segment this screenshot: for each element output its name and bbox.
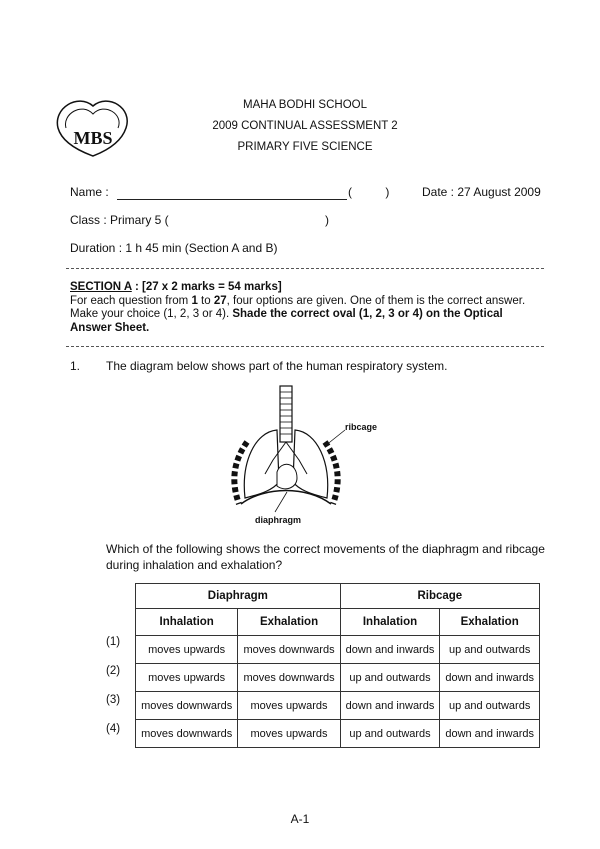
class-close: ) xyxy=(325,213,329,227)
header-ribcage: Ribcage xyxy=(340,584,539,609)
section-marks: : [27 x 2 marks = 54 marks] xyxy=(131,281,282,293)
page-number: A-1 xyxy=(290,812,310,826)
school-logo xyxy=(48,88,138,158)
table-cell: moves downwards xyxy=(136,720,238,748)
instr-bold-3: Shade the correct oval (1, 2, 3 or 4) on the Optical Answer Sheet. xyxy=(70,308,503,334)
table-cell: moves downwards xyxy=(238,636,340,664)
question-follow-up: Which of the following shows the correct movements of the diaphragm and ribcage during inhalation and exhalation? xyxy=(106,542,545,572)
logo-text: MBS xyxy=(73,128,113,148)
table-cell: moves upwards xyxy=(238,720,340,748)
options-table xyxy=(135,583,540,748)
table-cell: down and inwards xyxy=(440,720,540,748)
header-diaphragm: Diaphragm xyxy=(136,584,341,609)
assessment-title: 2009 CONTINUAL ASSESSMENT 2 xyxy=(212,120,398,132)
divider-line xyxy=(66,268,544,269)
divider-line xyxy=(66,346,544,347)
header-exhalation: Exhalation xyxy=(440,609,540,636)
table-cell: down and inwards xyxy=(340,692,440,720)
option-number[interactable]: (4) xyxy=(106,723,121,735)
date-label: Date : 27 August 2009 xyxy=(422,185,541,199)
table-cell: moves upwards xyxy=(238,692,340,720)
question-text: The diagram below shows part of the human respiratory system. xyxy=(106,359,448,373)
table-row xyxy=(136,692,540,720)
instr-bold-1: 1 xyxy=(191,294,198,307)
name-field[interactable] xyxy=(117,199,347,200)
table-cell: up and outwards xyxy=(440,692,540,720)
table-row xyxy=(136,636,540,664)
table-cell: down and inwards xyxy=(440,664,540,692)
instr-bold-2: 27 xyxy=(213,294,227,307)
table-cell: moves upwards xyxy=(136,664,238,692)
header-inhalation: Inhalation xyxy=(136,609,238,636)
header-exhalation: Exhalation xyxy=(238,609,340,636)
question-number: 1. xyxy=(70,359,81,373)
class-label: Class : Primary 5 ( xyxy=(70,213,169,227)
subject-title: PRIMARY FIVE SCIENCE xyxy=(237,141,373,153)
table-cell: moves upwards xyxy=(136,636,238,664)
option-number[interactable]: (3) xyxy=(106,694,121,706)
section-title: SECTION A xyxy=(70,281,132,293)
label-diaphragm: diaphragm xyxy=(255,515,302,525)
instr-text-3: , four options are given. One of them is the correct answer. Make your choice (1, 2, 3 or 4). xyxy=(70,294,526,320)
option-number[interactable]: (1) xyxy=(106,636,121,648)
label-ribcage: ribcage xyxy=(345,422,378,432)
instr-text-1: For each question from xyxy=(70,294,192,307)
name-label: Name : xyxy=(70,185,109,199)
table-cell: up and outwards xyxy=(340,720,440,748)
table-row xyxy=(136,664,540,692)
instr-text-2: to xyxy=(197,294,214,307)
table-row xyxy=(136,720,540,748)
option-number[interactable]: (2) xyxy=(106,665,121,677)
school-name: MAHA BODHI SCHOOL xyxy=(243,99,367,111)
header-inhalation: Inhalation xyxy=(340,609,440,636)
exam-header xyxy=(170,95,440,158)
table-cell: up and outwards xyxy=(440,636,540,664)
table-cell: moves downwards xyxy=(136,692,238,720)
table-cell: up and outwards xyxy=(340,664,440,692)
register-number: ( ) xyxy=(348,185,390,199)
respiratory-system-diagram xyxy=(225,382,395,530)
table-cell: moves downwards xyxy=(238,664,340,692)
table-cell: down and inwards xyxy=(340,636,440,664)
duration-label: Duration : 1 h 45 min (Section A and B) xyxy=(70,241,278,255)
section-instructions xyxy=(70,281,540,335)
